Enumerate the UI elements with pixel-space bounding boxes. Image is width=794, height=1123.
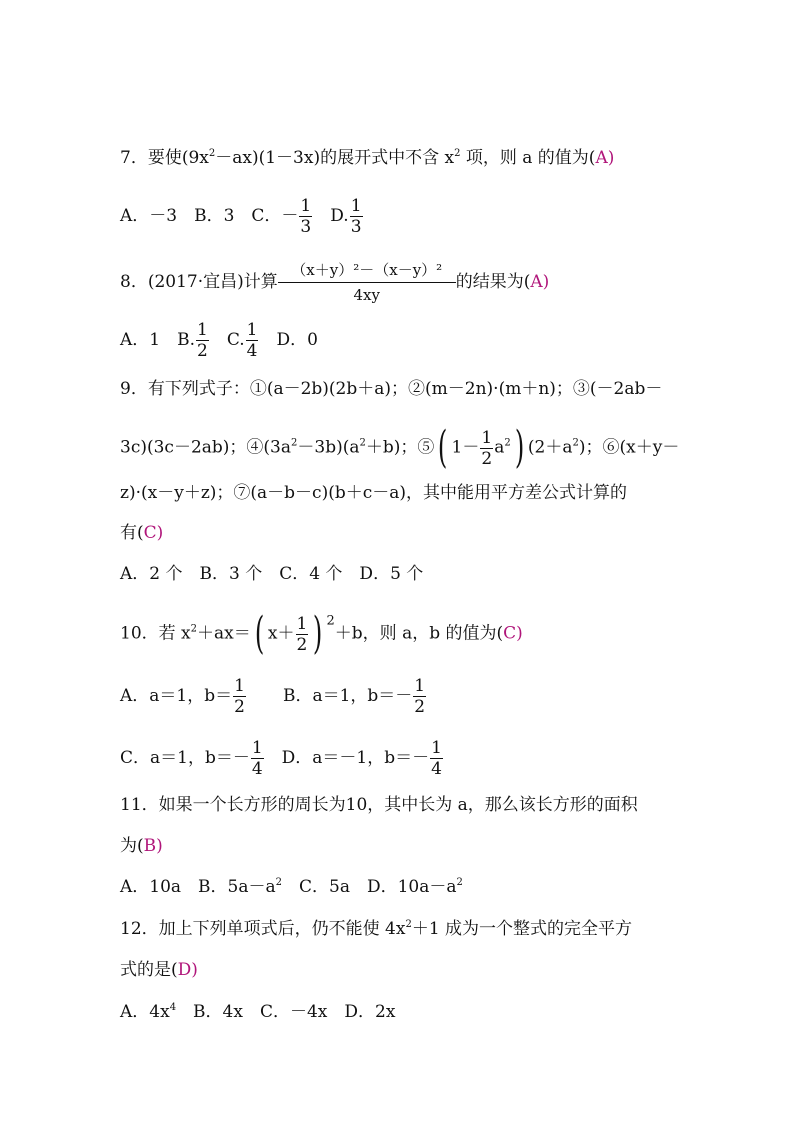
q7-options (120, 196, 364, 237)
q9-stem-text: －3b)(a (297, 437, 360, 458)
q11-line-1 (120, 793, 638, 817)
fraction-denominator: 4 (246, 341, 258, 361)
right-paren-icon: ) (313, 608, 323, 659)
fraction-numerator: 1 (246, 320, 258, 340)
q10-exponent: 2 (190, 623, 197, 635)
q7-stem-text: －ax)(1－3x)的展开式中不含 x (215, 148, 455, 168)
q10-option-c-text: C．a＝1，b＝－ (120, 748, 250, 768)
q10-stem-text: 10．若 x (120, 623, 191, 644)
left-paren-icon: ( (438, 422, 448, 473)
q12-line-2 (120, 958, 198, 982)
q10-option-a-text: A．a＝1，b＝ (120, 686, 233, 706)
q8-options-text: A．1 B. (120, 330, 195, 350)
q8-fraction (278, 258, 456, 307)
q12-options-text: B．4x C．－4x D．2x (176, 1002, 396, 1022)
q11-line-2 (120, 834, 163, 858)
q7-option-c-fraction (299, 196, 312, 237)
q11-options-text: C．5a D．10a－a (282, 877, 457, 897)
fraction-denominator: 2 (414, 697, 426, 717)
q10-stem (120, 608, 523, 659)
fraction-numerator: 1 (251, 738, 263, 758)
q12-stem-text: ＋1 成为一个整式的完全平方 (411, 919, 633, 939)
fraction-numerator: 1 (481, 427, 493, 448)
q11-options (120, 875, 463, 899)
q10-option-d-text: D．a＝－1，b＝－ (264, 748, 430, 768)
fraction-denominator: 4 (431, 759, 442, 779)
q8-stem (120, 258, 549, 307)
fraction-numerator: 1 (234, 676, 245, 696)
q9-line-3 (120, 481, 627, 505)
q9-line-2 (120, 422, 680, 473)
q11-exponent: 2 (275, 877, 282, 888)
q11-options-text: A．10a B．5a－a (120, 877, 276, 897)
q12-answer-paren: ) (191, 960, 198, 980)
fraction-numerator: 1 (350, 196, 362, 216)
fraction-denominator: 4xy (353, 286, 380, 304)
fraction-denominator: 3 (300, 217, 312, 237)
q10-option-d-fraction (430, 738, 443, 779)
q12-line-1 (120, 917, 632, 941)
q12-options (120, 1000, 395, 1024)
fraction-denominator: 2 (197, 341, 208, 361)
q8-stem-text: 8．(2017·宜昌)计算 (120, 272, 278, 292)
q10-option-b-text: B．a＝1，b＝－ (282, 686, 413, 706)
q9-options (120, 562, 423, 586)
q8-option-d: D．0 (259, 330, 318, 350)
q9-stem-text: 9．有下列式子：①(a－2b)(2b＋a)；②(m－2n)·(m＋n)；③(－2ab－ (120, 379, 663, 399)
fraction-denominator: 2 (296, 634, 308, 655)
right-paren-icon: ) (514, 422, 525, 473)
q12-stem-text: 12．加上下列单项式后，仍不能使 4x (120, 919, 406, 939)
q10-exponent: 2 (326, 613, 335, 629)
q8-option-b-fraction (196, 320, 209, 361)
q11-answer: B (143, 836, 157, 856)
q12-answer: D (177, 960, 192, 980)
fraction-numerator: 1 (414, 676, 426, 696)
q11-stem-text: 为( (120, 836, 144, 856)
fraction-numerator: 1 (197, 320, 208, 340)
q8-answer-paren: ) (542, 272, 550, 292)
q10-options-ab (120, 676, 427, 717)
q9-stem-text: 3c)(3c－2ab)；④(3a (120, 437, 291, 458)
fraction-denominator: 4 (251, 759, 263, 779)
fraction-denominator: 2 (481, 448, 493, 469)
q9-answer-paren: ) (156, 523, 164, 543)
q12-exponent: 2 (405, 919, 412, 930)
fraction-numerator: （x＋y）²－（x－y）² (278, 258, 456, 283)
q10-options-cd (120, 738, 444, 779)
q9-exponent: 2 (504, 437, 511, 449)
q9-stem-text: 有( (120, 523, 144, 543)
q7-exponent: 2 (454, 148, 461, 159)
q9-stem-text: )；⑥(x＋y－ (578, 437, 680, 458)
q9-expr5-fraction (480, 428, 493, 469)
fraction-numerator: 1 (300, 196, 312, 216)
q10-answer: C (503, 623, 517, 644)
q7-answer-paren: ) (607, 148, 615, 168)
q11-stem-text: 11．如果一个长方形的周长为10，其中长为 a，那么该长方形的面积 (120, 795, 638, 815)
left-paren-icon: ( (254, 608, 265, 659)
q10-answer-paren: ) (516, 623, 523, 644)
q10-inner-fraction (296, 614, 309, 655)
q9-line-1 (120, 377, 662, 401)
q10-stem-text: ＋b，则 a，b 的值为( (334, 623, 504, 644)
q9-exponent: 2 (359, 437, 366, 449)
q7-stem-text: 项，则 a 的值为( (460, 148, 596, 168)
q7-option-d-label: D. (313, 206, 349, 226)
q8-answer: A (530, 272, 543, 292)
fraction-numerator: 1 (296, 613, 308, 634)
q10-stem-text: ＋ax＝ (197, 623, 251, 644)
q8-option-c-label: C. (209, 330, 245, 350)
q10-expr-text: x＋ (267, 623, 295, 644)
q9-stem-text: ＋b)；⑤ (365, 437, 435, 458)
q12-stem-text: 式的是( (120, 960, 178, 980)
q9-exponent: 2 (291, 437, 298, 449)
q7-exponent: 2 (208, 148, 216, 159)
q7-options-text: A．－3 B．3 C．－ (120, 206, 299, 226)
q9-expr-text: a (494, 437, 505, 458)
q7-option-d-fraction (350, 196, 363, 237)
q9-answer: C (143, 523, 157, 543)
q11-exponent: 2 (456, 877, 463, 888)
q8-option-c-fraction (246, 320, 259, 361)
q9-expr-text: 1－ (451, 437, 480, 458)
fraction-denominator: 2 (234, 697, 245, 717)
q12-exponent: 4 (169, 1002, 177, 1013)
q9-options-text: A．2 个 B．3 个 C．4 个 D．5 个 (120, 564, 424, 584)
fraction-denominator: 3 (350, 217, 362, 237)
fraction-numerator: 1 (431, 738, 442, 758)
q9-stem-text: (2＋a (527, 437, 573, 458)
q10-option-a-fraction (233, 676, 246, 717)
q10-option-b-fraction (413, 676, 426, 717)
q11-answer-paren: ) (156, 836, 163, 856)
q9-stem-text: z)·(x－y＋z)；⑦(a－b－c)(b＋c－a)，其中能用平方差公式计算的 (120, 483, 628, 503)
q8-stem-text: 的结果为( (455, 272, 531, 292)
q9-line-4 (120, 521, 163, 545)
q8-options (120, 320, 318, 361)
q7-stem-text: 7．要使(9x (120, 148, 209, 168)
q7-stem (120, 146, 614, 170)
q10-option-c-fraction (251, 738, 264, 779)
q12-options-text: A．4x (120, 1002, 170, 1022)
q9-exponent: 2 (572, 437, 579, 449)
q7-answer: A (595, 148, 608, 168)
